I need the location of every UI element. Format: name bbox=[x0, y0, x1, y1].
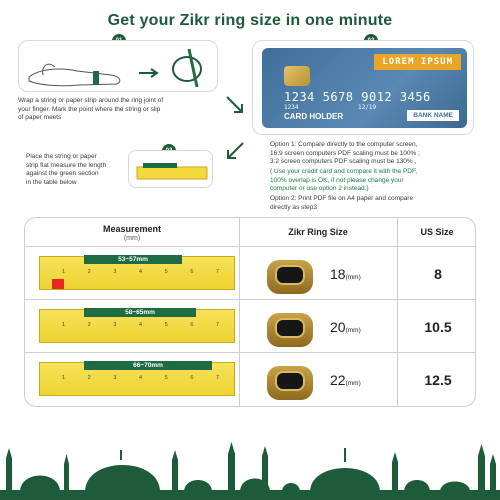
zikr-size-1: 18(mm) bbox=[330, 266, 361, 282]
ruler-tick-label: 7 bbox=[216, 322, 220, 328]
ruler-range-2: 58~65mm bbox=[84, 308, 196, 317]
card-holder: CARD HOLDER bbox=[284, 112, 344, 121]
ruler-tick-label: 1 bbox=[62, 269, 66, 275]
ring-image-2 bbox=[267, 313, 313, 347]
ruler-tick-label: 2 bbox=[87, 269, 91, 275]
finger-wrap-icon bbox=[19, 41, 219, 93]
ruler-tick-label: 3 bbox=[113, 375, 117, 381]
step-1-text: Wrap a string or paper strip around the ring joint of your finger. Mark the point where the string or slip of paper meets bbox=[18, 97, 164, 121]
ruler-tick-label: 3 bbox=[113, 322, 117, 328]
ruler-tick-label: 1 bbox=[62, 375, 66, 381]
us-size-2: 10.5 bbox=[424, 319, 452, 335]
ruler-tick-label: 5 bbox=[164, 269, 168, 275]
mosque-skyline-icon bbox=[0, 430, 500, 500]
ruler-tick-label: 3 bbox=[113, 269, 117, 275]
ruler-icon bbox=[129, 151, 214, 189]
ruler-tick-label: 4 bbox=[139, 375, 143, 381]
ruler-tick-label: 4 bbox=[139, 269, 143, 275]
ruler-tick-label: 4 bbox=[139, 322, 143, 328]
us-size-1: 8 bbox=[434, 266, 442, 282]
credit-card bbox=[262, 48, 467, 128]
arrow-down-left-icon bbox=[224, 140, 246, 162]
card-number: 1234 5678 9012 3456 bbox=[284, 90, 431, 104]
ruler-range-3: 66~70mm bbox=[84, 361, 212, 370]
zikr-size-3: 22(mm) bbox=[330, 372, 361, 388]
chip-icon bbox=[284, 66, 310, 86]
header-us-size: US Size bbox=[420, 227, 454, 237]
step-1-illustration bbox=[18, 40, 218, 92]
ruler-row-3 bbox=[39, 362, 235, 396]
ruler-tick-label: 5 bbox=[164, 322, 168, 328]
ruler-tick-label: 6 bbox=[190, 375, 194, 381]
card-brand: LOREM IPSUM bbox=[374, 54, 461, 70]
card-number-small: 1234 bbox=[284, 104, 299, 111]
ruler-tick-label: 1 bbox=[62, 322, 66, 328]
ruler-tick-label: 2 bbox=[87, 375, 91, 381]
ring-image-1 bbox=[267, 260, 313, 294]
option-1-text: Option 1: Compare directly to the computer screen, 16:9 screen computers PDF scaling must be 100% ; 3:2 screen computers PDF scaling must be 130% , bbox=[270, 141, 420, 165]
ruler-range-1: 53~57mm bbox=[84, 255, 182, 264]
size-table bbox=[24, 217, 476, 407]
ruler-row-1 bbox=[39, 256, 235, 290]
ring-image-3 bbox=[267, 366, 313, 400]
option-1-note: ( Use your credit card and compare it with the PDF, 100% overlap is OK, if not please change your computer or use option 2 instead.) bbox=[270, 168, 418, 192]
ruler-tick-label: 5 bbox=[164, 375, 168, 381]
ruler-row-2 bbox=[39, 309, 235, 343]
ruler-tick-label: 7 bbox=[216, 269, 220, 275]
us-size-3: 12.5 bbox=[424, 372, 452, 388]
zikr-size-2: 20(mm) bbox=[330, 319, 361, 335]
step-3-illustration bbox=[128, 150, 213, 188]
ruler-tick-label: 2 bbox=[87, 322, 91, 328]
start-marker bbox=[52, 279, 64, 289]
header-zikr-size: Zikr Ring Size bbox=[288, 227, 348, 237]
ruler-tick-label: 6 bbox=[190, 269, 194, 275]
option-2-text: Option 2: Print PDF file on A4 paper and compare directly as step3 bbox=[270, 195, 414, 211]
arrow-down-right-icon bbox=[224, 94, 246, 116]
page-title: Get your Zikr ring size in one minute bbox=[107, 12, 393, 29]
ruler-tick-label: 6 bbox=[190, 322, 194, 328]
card-bank: BANK NAME bbox=[407, 110, 459, 121]
card-expiry: 12/19 bbox=[358, 104, 377, 111]
header-measurement: Measurement (mm) bbox=[102, 224, 162, 242]
step-3-text: Place the string or paper strip flat measure the length against the green section in the table below bbox=[26, 153, 107, 186]
ruler-tick-label: 7 bbox=[216, 375, 220, 381]
